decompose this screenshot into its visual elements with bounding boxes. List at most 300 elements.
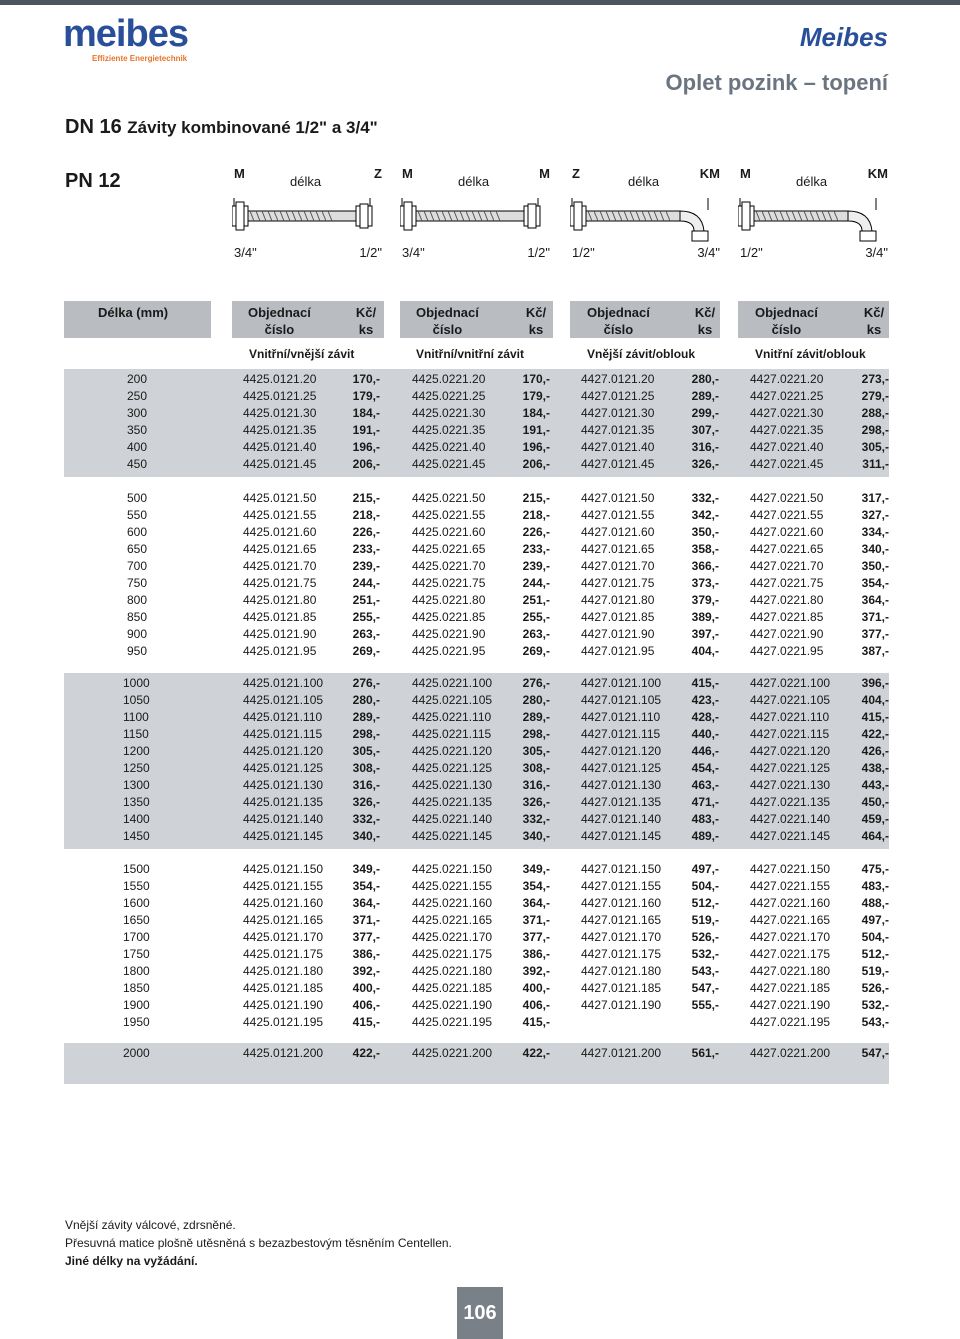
price-cell: 244,- <box>522 576 550 590</box>
order-number-cell: 4425.0121.115 <box>243 727 323 741</box>
order-number-cell: 4427.0221.70 <box>750 559 824 573</box>
order-number-cell: 4425.0221.140 <box>412 812 493 826</box>
table-row <box>0 829 960 846</box>
price-cell: 415,- <box>352 1015 380 1029</box>
order-number-cell: 4425.0221.175 <box>412 947 493 961</box>
price-cell: 244,- <box>352 576 380 590</box>
price-cell: 471,- <box>691 795 719 809</box>
table-row <box>0 744 960 761</box>
table-row <box>0 372 960 389</box>
right-end-label: M <box>539 166 550 181</box>
order-number-cell: 4427.0221.110 <box>750 710 830 724</box>
table-row <box>0 576 960 593</box>
variant-subheader: Vnější závit/oblouk <box>587 347 696 361</box>
order-number-cell: 4427.0221.190 <box>750 998 831 1012</box>
table-row <box>0 440 960 457</box>
order-number-cell: 4427.0121.130 <box>581 778 662 792</box>
price-cell: 280,- <box>691 372 719 386</box>
price-cell: 377,- <box>861 627 889 641</box>
price-cell: 298,- <box>861 423 889 437</box>
price-cell: 422,- <box>861 727 889 741</box>
order-number-cell: 4427.0221.35 <box>750 423 824 437</box>
price-cell: 326,- <box>352 795 380 809</box>
price-cell: 191,- <box>352 423 380 437</box>
table-row <box>0 406 960 423</box>
variant-subheader: Vnitřní/vnější závit <box>249 347 355 361</box>
title-dn: DN 16 <box>65 116 122 138</box>
price-cell: 340,- <box>352 829 380 843</box>
price-cell: 415,- <box>861 710 889 724</box>
order-number-cell: 4427.0121.175 <box>581 947 662 961</box>
order-number-cell: 4425.0221.120 <box>412 744 493 758</box>
order-number-cell: 4427.0221.150 <box>750 862 831 876</box>
price-cell: 196,- <box>522 440 550 454</box>
price-cell: 532,- <box>691 947 719 961</box>
hose-diagram <box>232 166 382 266</box>
length-cell: 1150 <box>123 727 149 741</box>
price-cell: 422,- <box>522 1046 550 1060</box>
price-cell: 519,- <box>861 964 889 978</box>
table-row <box>0 1015 960 1032</box>
logo-text: meibes <box>63 13 188 55</box>
price-cell: 280,- <box>352 693 380 707</box>
order-number-cell: 4425.0221.85 <box>412 610 486 624</box>
price-cell: 543,- <box>861 1015 889 1029</box>
order-number-cell: 4427.0121.25 <box>581 389 655 403</box>
variant-subheader: Vnitřní závit/oblouk <box>755 347 866 361</box>
order-number-cell: 4427.0221.140 <box>750 812 831 826</box>
order-number-cell: 4427.0221.105 <box>750 693 831 707</box>
order-number-cell: 4425.0121.160 <box>243 896 324 910</box>
length-cell: 1650 <box>123 913 150 927</box>
order-number-cell: 4427.0221.200 <box>750 1046 831 1060</box>
order-number-cell: 4427.0121.180 <box>581 964 662 978</box>
length-label: délka <box>628 174 660 189</box>
order-number-cell: 4427.0121.160 <box>581 896 662 910</box>
header-order-number: Objednací číslo <box>587 305 650 337</box>
length-cell: 850 <box>127 610 148 624</box>
price-cell: 226,- <box>352 525 380 539</box>
right-thread-size: 3/4" <box>865 245 888 260</box>
price-cell: 307,- <box>691 423 719 437</box>
price-cell: 334,- <box>861 525 889 539</box>
page-number: 106 <box>457 1287 503 1339</box>
length-cell: 1750 <box>123 947 150 961</box>
price-cell: 255,- <box>522 610 550 624</box>
order-number-cell: 4427.0121.90 <box>581 627 655 641</box>
order-number-cell: 4427.0121.95 <box>581 644 655 658</box>
price-cell: 308,- <box>522 761 550 775</box>
order-number-cell: 4425.0121.185 <box>243 981 324 995</box>
length-cell: 1400 <box>123 812 150 826</box>
price-cell: 415,- <box>691 676 719 690</box>
price-cell: 475,- <box>861 862 889 876</box>
order-number-cell: 4427.0221.170 <box>750 930 831 944</box>
price-cell: 396,- <box>861 676 889 690</box>
price-cell: 349,- <box>522 862 550 876</box>
order-number-cell: 4425.0121.135 <box>243 795 324 809</box>
price-cell: 371,- <box>352 913 380 927</box>
footnotes <box>65 1216 452 1270</box>
order-number-cell: 4427.0221.50 <box>750 491 824 505</box>
length-label: délka <box>458 174 490 189</box>
price-cell: 406,- <box>352 998 380 1012</box>
order-number-cell: 4425.0221.60 <box>412 525 486 539</box>
table-row <box>0 761 960 778</box>
price-cell: 366,- <box>691 559 719 573</box>
order-number-cell: 4427.0121.20 <box>581 372 655 386</box>
length-cell: 1950 <box>123 1015 150 1029</box>
price-cell: 263,- <box>352 627 380 641</box>
order-number-cell: 4427.0221.80 <box>750 593 824 607</box>
length-cell: 750 <box>127 576 148 590</box>
order-number-cell: 4425.0221.115 <box>412 727 492 741</box>
price-cell: 512,- <box>691 896 719 910</box>
header-order-number: Objednací číslo <box>755 305 818 337</box>
order-number-cell: 4427.0221.90 <box>750 627 824 641</box>
price-cell: 349,- <box>352 862 380 876</box>
order-number-cell: 4425.0221.160 <box>412 896 493 910</box>
length-cell: 650 <box>127 542 148 556</box>
price-cell: 450,- <box>861 795 889 809</box>
header-order-number: Objednací číslo <box>416 305 479 337</box>
price-cell: 354,- <box>861 576 889 590</box>
pressure-rating: PN 12 <box>65 170 121 192</box>
length-cell: 400 <box>127 440 148 454</box>
length-cell: 1900 <box>123 998 150 1012</box>
price-cell: 426,- <box>861 744 889 758</box>
price-cell: 332,- <box>352 812 380 826</box>
header-price: Kč/ ks <box>525 305 547 337</box>
order-number-cell: 4425.0121.85 <box>243 610 317 624</box>
right-end-label: Z <box>374 166 382 181</box>
price-cell: 316,- <box>691 440 719 454</box>
price-cell: 332,- <box>691 491 719 505</box>
price-cell: 423,- <box>691 693 719 707</box>
order-number-cell: 4425.0121.95 <box>243 644 317 658</box>
price-cell: 555,- <box>691 998 719 1012</box>
length-cell: 1550 <box>123 879 150 893</box>
order-number-cell: 4425.0121.125 <box>243 761 324 775</box>
top-bar <box>0 0 960 5</box>
price-cell: 504,- <box>861 930 889 944</box>
price-cell: 371,- <box>861 610 889 624</box>
order-number-cell: 4427.0221.165 <box>750 913 831 927</box>
price-cell: 196,- <box>352 440 380 454</box>
order-number-cell: 4427.0121.85 <box>581 610 655 624</box>
order-number-cell: 4427.0221.175 <box>750 947 831 961</box>
title-threads: Závity kombinované 1/2" a 3/4" <box>127 118 378 137</box>
brand-logo-right: Meibes <box>799 22 888 52</box>
header-order-number: Objednací číslo <box>248 305 311 337</box>
length-cell: 1600 <box>123 896 150 910</box>
table-row <box>0 795 960 812</box>
table-row <box>0 676 960 693</box>
table-row <box>0 423 960 440</box>
price-cell: 350,- <box>691 525 719 539</box>
table-row <box>0 457 960 474</box>
hose-diagram <box>738 166 888 266</box>
price-cell: 289,- <box>522 710 550 724</box>
price-cell: 488,- <box>861 896 889 910</box>
order-number-cell: 4425.0121.90 <box>243 627 317 641</box>
table-row <box>0 559 960 576</box>
table-row <box>0 491 960 508</box>
price-cell: 371,- <box>522 913 550 927</box>
table-row <box>0 862 960 879</box>
price-cell: 327,- <box>861 508 889 522</box>
price-cell: 251,- <box>522 593 550 607</box>
order-number-cell: 4427.0121.110 <box>581 710 661 724</box>
price-cell: 326,- <box>691 457 719 471</box>
order-number-cell: 4425.0221.65 <box>412 542 486 556</box>
order-number-cell: 4425.0121.180 <box>243 964 324 978</box>
order-number-cell: 4425.0221.190 <box>412 998 493 1012</box>
price-cell: 379,- <box>691 593 719 607</box>
order-number-cell: 4425.0121.35 <box>243 423 317 437</box>
order-number-cell: 4425.0221.50 <box>412 491 486 505</box>
order-number-cell: 4427.0121.140 <box>581 812 662 826</box>
header-length: Délka (mm) <box>98 305 169 320</box>
order-number-cell: 4427.0121.105 <box>581 693 662 707</box>
price-cell: 504,- <box>691 879 719 893</box>
order-number-cell: 4425.0121.140 <box>243 812 324 826</box>
order-number-cell: 4425.0121.200 <box>243 1046 324 1060</box>
price-cell: 354,- <box>522 879 550 893</box>
order-number-cell: 4425.0121.40 <box>243 440 317 454</box>
price-cell: 364,- <box>522 896 550 910</box>
order-number-cell: 4425.0221.125 <box>412 761 493 775</box>
price-cell: 389,- <box>691 610 719 624</box>
header-price: Kč/ ks <box>355 305 377 337</box>
price-cell: 354,- <box>352 879 380 893</box>
page-heading: Oplet pozink – topení <box>665 70 888 95</box>
order-number-cell: 4427.0121.185 <box>581 981 662 995</box>
order-number-cell: 4427.0121.170 <box>581 930 662 944</box>
order-number-cell: 4427.0121.150 <box>581 862 662 876</box>
price-cell: 364,- <box>861 593 889 607</box>
length-cell: 1050 <box>123 693 150 707</box>
length-cell: 2000 <box>123 1046 150 1060</box>
price-cell: 415,- <box>522 1015 550 1029</box>
length-cell: 1700 <box>123 930 150 944</box>
table-row <box>0 389 960 406</box>
order-number-cell: 4425.0121.75 <box>243 576 317 590</box>
length-cell: 950 <box>127 644 148 658</box>
order-number-cell: 4427.0121.145 <box>581 829 662 843</box>
left-end-label: M <box>740 166 751 181</box>
table-row <box>0 627 960 644</box>
order-number-cell: 4427.0121.80 <box>581 593 655 607</box>
price-cell: 280,- <box>522 693 550 707</box>
order-number-cell: 4427.0221.55 <box>750 508 824 522</box>
price-cell: 288,- <box>861 406 889 420</box>
order-number-cell: 4425.0221.150 <box>412 862 493 876</box>
price-cell: 251,- <box>352 593 380 607</box>
logo-tagline: Effiziente Energietechnik <box>92 54 188 63</box>
length-cell: 1100 <box>123 710 149 724</box>
length-cell: 1500 <box>123 862 150 876</box>
order-number-cell: 4427.0121.100 <box>581 676 662 690</box>
order-number-cell: 4425.0221.25 <box>412 389 486 403</box>
order-number-cell: 4425.0121.80 <box>243 593 317 607</box>
header-price: Kč/ ks <box>694 305 716 337</box>
length-cell: 300 <box>127 406 148 420</box>
order-number-cell: 4427.0221.95 <box>750 644 824 658</box>
price-cell: 459,- <box>861 812 889 826</box>
order-number-cell: 4425.0121.165 <box>243 913 324 927</box>
price-cell: 438,- <box>861 761 889 775</box>
length-cell: 1800 <box>123 964 150 978</box>
price-cell: 326,- <box>522 795 550 809</box>
price-cell: 215,- <box>522 491 550 505</box>
order-number-cell: 4427.0221.185 <box>750 981 831 995</box>
order-number-cell: 4425.0221.45 <box>412 457 486 471</box>
order-number-cell: 4427.0121.155 <box>581 879 662 893</box>
price-cell: 463,- <box>691 778 719 792</box>
order-number-cell: 4427.0221.85 <box>750 610 824 624</box>
order-number-cell: 4425.0121.105 <box>243 693 324 707</box>
right-thread-size: 1/2" <box>359 245 382 260</box>
price-cell: 497,- <box>861 913 889 927</box>
table-row <box>0 981 960 998</box>
price-cell: 547,- <box>691 981 719 995</box>
price-cell: 377,- <box>352 930 380 944</box>
footnote-seal: Přesuvná matice plošně utěsněná s bezazbestovým těsněním Centellen. <box>65 1236 452 1250</box>
order-number-cell: 4427.0221.60 <box>750 525 824 539</box>
order-number-cell: 4425.0221.165 <box>412 913 493 927</box>
order-number-cell: 4427.0121.135 <box>581 795 662 809</box>
price-cell: 428,- <box>691 710 719 724</box>
price-cell: 305,- <box>352 744 380 758</box>
order-number-cell: 4425.0221.95 <box>412 644 486 658</box>
length-cell: 900 <box>127 627 148 641</box>
length-cell: 600 <box>127 525 148 539</box>
price-cell: 400,- <box>352 981 380 995</box>
hose-diagram <box>570 166 720 266</box>
order-number-cell: 4425.0221.70 <box>412 559 486 573</box>
order-number-cell: 4425.0221.80 <box>412 593 486 607</box>
price-cell: 191,- <box>522 423 550 437</box>
order-number-cell: 4427.0121.190 <box>581 998 662 1012</box>
length-label: délka <box>796 174 828 189</box>
price-cell: 358,- <box>691 542 719 556</box>
price-cell: 397,- <box>691 627 719 641</box>
price-cell: 483,- <box>861 879 889 893</box>
hose-diagram <box>400 166 550 266</box>
table-row <box>0 1046 960 1063</box>
price-cell: 454,- <box>691 761 719 775</box>
order-number-cell: 4427.0121.120 <box>581 744 662 758</box>
price-cell: 316,- <box>352 778 380 792</box>
order-number-cell: 4427.0121.75 <box>581 576 655 590</box>
table-row <box>0 508 960 525</box>
order-number-cell: 4425.0121.50 <box>243 491 317 505</box>
order-number-cell: 4425.0221.155 <box>412 879 493 893</box>
price-cell: 269,- <box>352 644 380 658</box>
order-number-cell: 4425.0221.35 <box>412 423 486 437</box>
order-number-cell: 4427.0221.65 <box>750 542 824 556</box>
price-cell: 298,- <box>352 727 380 741</box>
order-number-cell: 4427.0121.115 <box>581 727 661 741</box>
variant-subheader: Vnitřní/vnitřní závit <box>416 347 525 361</box>
order-number-cell: 4427.0221.120 <box>750 744 831 758</box>
order-number-cell: 4425.0121.145 <box>243 829 324 843</box>
order-number-cell: 4425.0221.110 <box>412 710 492 724</box>
price-cell: 239,- <box>352 559 380 573</box>
order-number-cell: 4425.0121.150 <box>243 862 324 876</box>
right-thread-size: 3/4" <box>697 245 720 260</box>
length-label: délka <box>290 174 322 189</box>
length-cell: 1200 <box>123 744 150 758</box>
right-end-label: KM <box>867 166 888 181</box>
order-number-cell: 4427.0221.100 <box>750 676 831 690</box>
length-cell: 1250 <box>123 761 150 775</box>
price-cell: 561,- <box>691 1046 719 1060</box>
length-cell: 550 <box>127 508 148 522</box>
order-number-cell: 4427.0221.160 <box>750 896 831 910</box>
price-cell: 404,- <box>691 644 719 658</box>
order-number-cell: 4425.0121.110 <box>243 710 323 724</box>
length-cell: 700 <box>127 559 148 573</box>
order-number-cell: 4425.0221.170 <box>412 930 493 944</box>
order-number-cell: 4427.0121.65 <box>581 542 655 556</box>
table-row <box>0 812 960 829</box>
table-row <box>0 525 960 542</box>
price-cell: 377,- <box>522 930 550 944</box>
order-number-cell: 4425.0121.120 <box>243 744 324 758</box>
table-row <box>0 644 960 661</box>
order-number-cell: 4425.0221.145 <box>412 829 493 843</box>
price-cell: 308,- <box>352 761 380 775</box>
left-thread-size: 1/2" <box>572 245 595 260</box>
order-number-cell: 4425.0221.135 <box>412 795 493 809</box>
order-number-cell: 4425.0221.100 <box>412 676 493 690</box>
order-number-cell: 4427.0221.195 <box>750 1015 831 1029</box>
price-cell: 483,- <box>691 812 719 826</box>
product-title <box>65 116 378 139</box>
right-thread-size: 1/2" <box>527 245 550 260</box>
price-cell: 446,- <box>691 744 719 758</box>
order-number-cell: 4427.0221.20 <box>750 372 824 386</box>
order-number-cell: 4425.0121.155 <box>243 879 324 893</box>
price-cell: 332,- <box>522 812 550 826</box>
price-cell: 497,- <box>691 862 719 876</box>
table-row <box>0 593 960 610</box>
right-end-label: KM <box>699 166 720 181</box>
order-number-cell: 4425.0221.180 <box>412 964 493 978</box>
order-number-cell: 4425.0221.40 <box>412 440 486 454</box>
footnote-threads: Vnější závity válcové, zdrsněné. <box>65 1218 236 1232</box>
price-cell: 519,- <box>691 913 719 927</box>
order-number-cell: 4427.0221.125 <box>750 761 831 775</box>
length-cell: 200 <box>127 372 148 386</box>
order-number-cell: 4427.0221.145 <box>750 829 831 843</box>
price-cell: 386,- <box>352 947 380 961</box>
hose-drawing-icon <box>570 196 720 244</box>
order-number-cell: 4425.0221.185 <box>412 981 493 995</box>
price-cell: 526,- <box>861 981 889 995</box>
table-row <box>0 879 960 896</box>
price-cell: 269,- <box>522 644 550 658</box>
table-row <box>0 896 960 913</box>
price-cell: 289,- <box>691 389 719 403</box>
table-row <box>0 710 960 727</box>
table-row <box>0 778 960 795</box>
table-row <box>0 610 960 627</box>
order-number-cell: 4427.0221.115 <box>750 727 830 741</box>
price-cell: 305,- <box>861 440 889 454</box>
